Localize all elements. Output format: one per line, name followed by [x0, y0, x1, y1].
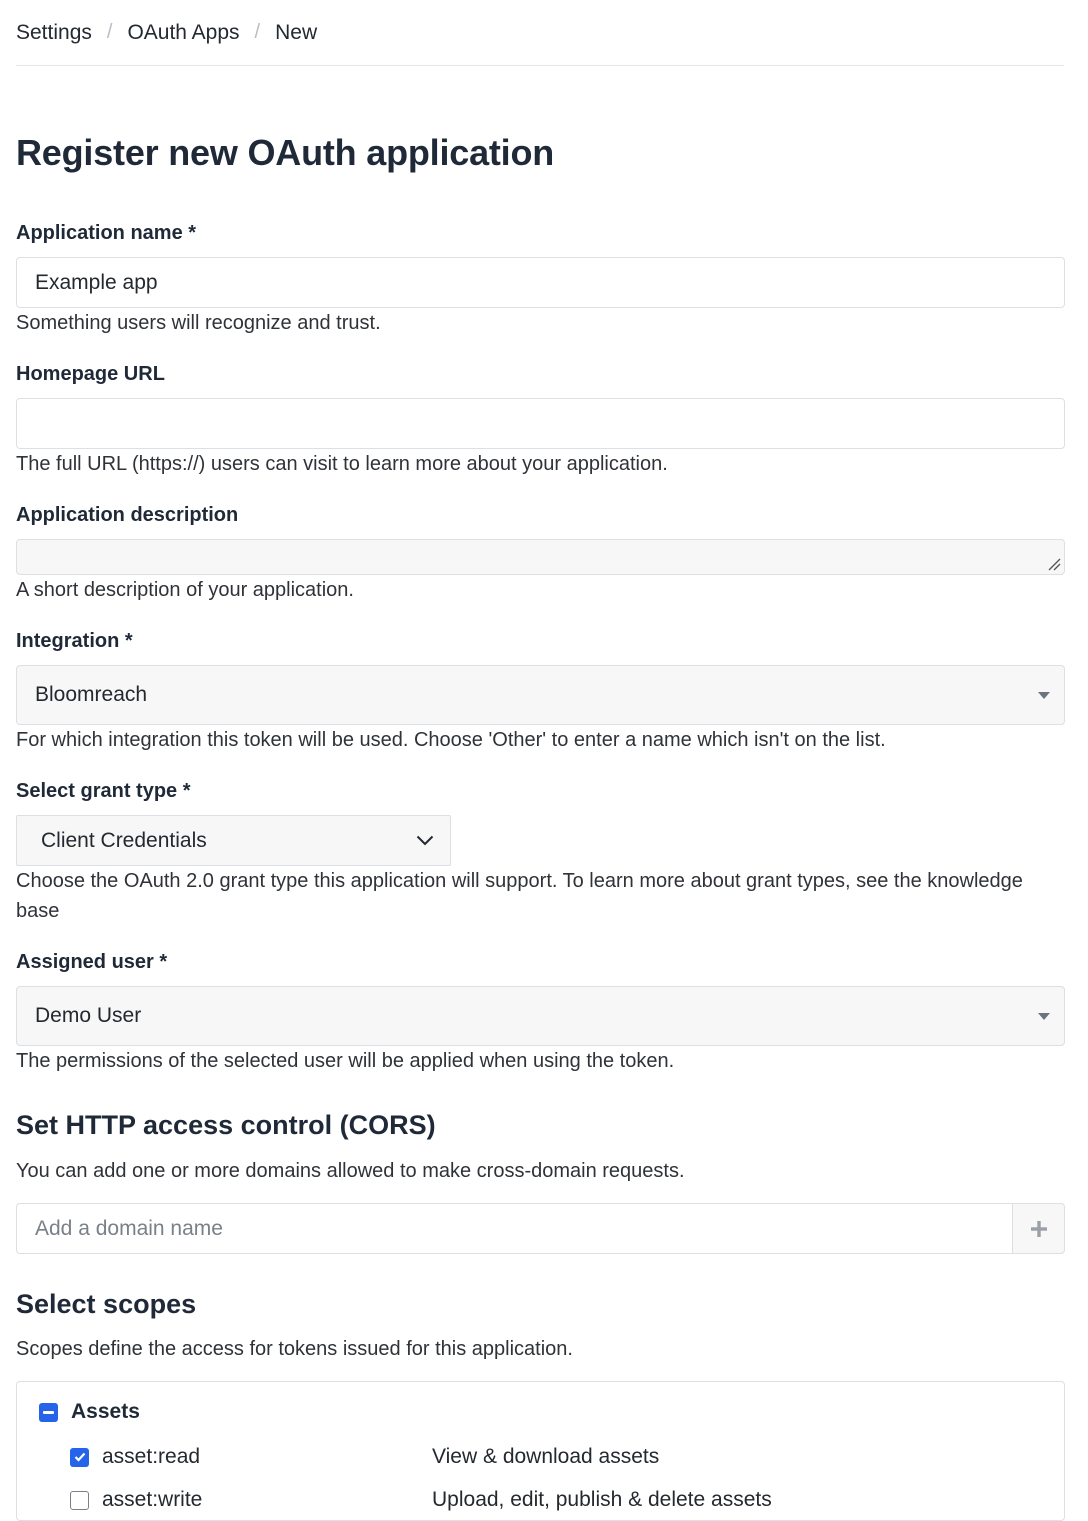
homepage-url-input[interactable]	[16, 398, 1065, 449]
integration-selected-value: Bloomreach	[35, 683, 148, 706]
integration-label: Integration *	[16, 630, 133, 652]
caret-down-icon	[1038, 692, 1050, 699]
cors-subtitle: You can add one or more domains allowed to make cross-domain requests.	[16, 1160, 685, 1182]
integration-help: For which integration this token will be used. Choose 'Other' to enter a name which isn't on the list.	[16, 729, 886, 751]
assigned-user-label: Assigned user *	[16, 951, 168, 973]
homepage-url-field	[16, 360, 1065, 479]
scope-name: asset:read	[102, 1445, 201, 1468]
scope-group-name: Assets	[71, 1400, 140, 1423]
scope-name: asset:write	[102, 1488, 203, 1511]
breadcrumb	[16, 0, 1064, 66]
add-domain-button[interactable]	[1012, 1203, 1065, 1254]
grant-type-selected-value: Client Credentials	[41, 828, 207, 852]
checked-checkbox-icon[interactable]	[70, 1448, 89, 1467]
homepage-url-help: The full URL (https://) users can visit to learn more about your application.	[16, 453, 668, 475]
breadcrumb-settings[interactable]: Settings	[16, 20, 92, 44]
assigned-user-field	[16, 948, 1065, 1076]
app-name-label: Application name *	[16, 222, 197, 244]
scopes-subtitle: Scopes define the access for tokens issued for this application.	[16, 1338, 573, 1360]
resize-handle-icon[interactable]	[1047, 557, 1061, 571]
description-textarea[interactable]	[16, 539, 1065, 575]
app-name-help: Something users will recognize and trust.	[16, 312, 381, 334]
description-field	[16, 501, 1065, 605]
integration-select[interactable]	[16, 665, 1065, 725]
app-name-field	[16, 219, 1065, 338]
app-name-input[interactable]: Example app	[16, 257, 1065, 308]
page-title: Register new OAuth application	[16, 132, 555, 173]
assigned-user-select[interactable]	[16, 986, 1065, 1046]
indeterminate-checkbox-icon[interactable]	[39, 1403, 58, 1422]
cors-title: Set HTTP access control (CORS)	[16, 1110, 436, 1140]
breadcrumb-current: New	[275, 20, 318, 44]
chevron-down-icon	[416, 835, 434, 846]
scope-description: View & download assets	[432, 1445, 660, 1468]
integration-field	[16, 627, 1065, 755]
breadcrumb-separator: /	[106, 21, 113, 43]
unchecked-checkbox-icon[interactable]	[70, 1491, 89, 1510]
scope-description: Upload, edit, publish & delete assets	[432, 1488, 772, 1511]
domain-input[interactable]: Add a domain name	[16, 1203, 1012, 1254]
grant-type-label: Select grant type *	[16, 780, 191, 802]
grant-type-field	[16, 777, 1065, 926]
description-label: Application description	[16, 504, 239, 526]
assigned-user-selected-value: Demo User	[35, 1004, 142, 1027]
scopes-title: Select scopes	[16, 1289, 197, 1319]
breadcrumb-separator: /	[254, 21, 261, 43]
domain-input-group	[16, 1203, 1065, 1254]
scope-group-assets[interactable]	[39, 1400, 140, 1424]
assigned-user-help: The permissions of the selected user will be applied when using the token.	[16, 1050, 675, 1072]
scope-row-asset-read[interactable]	[70, 1445, 659, 1469]
plus-icon	[1030, 1220, 1048, 1238]
grant-type-help: Choose the OAuth 2.0 grant type this application will support. To learn more about grant types, see the knowledge base	[16, 870, 1023, 922]
breadcrumb-oauth-apps[interactable]: OAuth Apps	[127, 20, 240, 44]
scope-row-asset-write[interactable]	[70, 1488, 772, 1512]
scopes-panel	[16, 1381, 1065, 1521]
homepage-url-label: Homepage URL	[16, 363, 165, 385]
grant-type-select[interactable]	[16, 815, 451, 866]
description-help: A short description of your application.	[16, 579, 354, 601]
caret-down-icon	[1038, 1013, 1050, 1020]
